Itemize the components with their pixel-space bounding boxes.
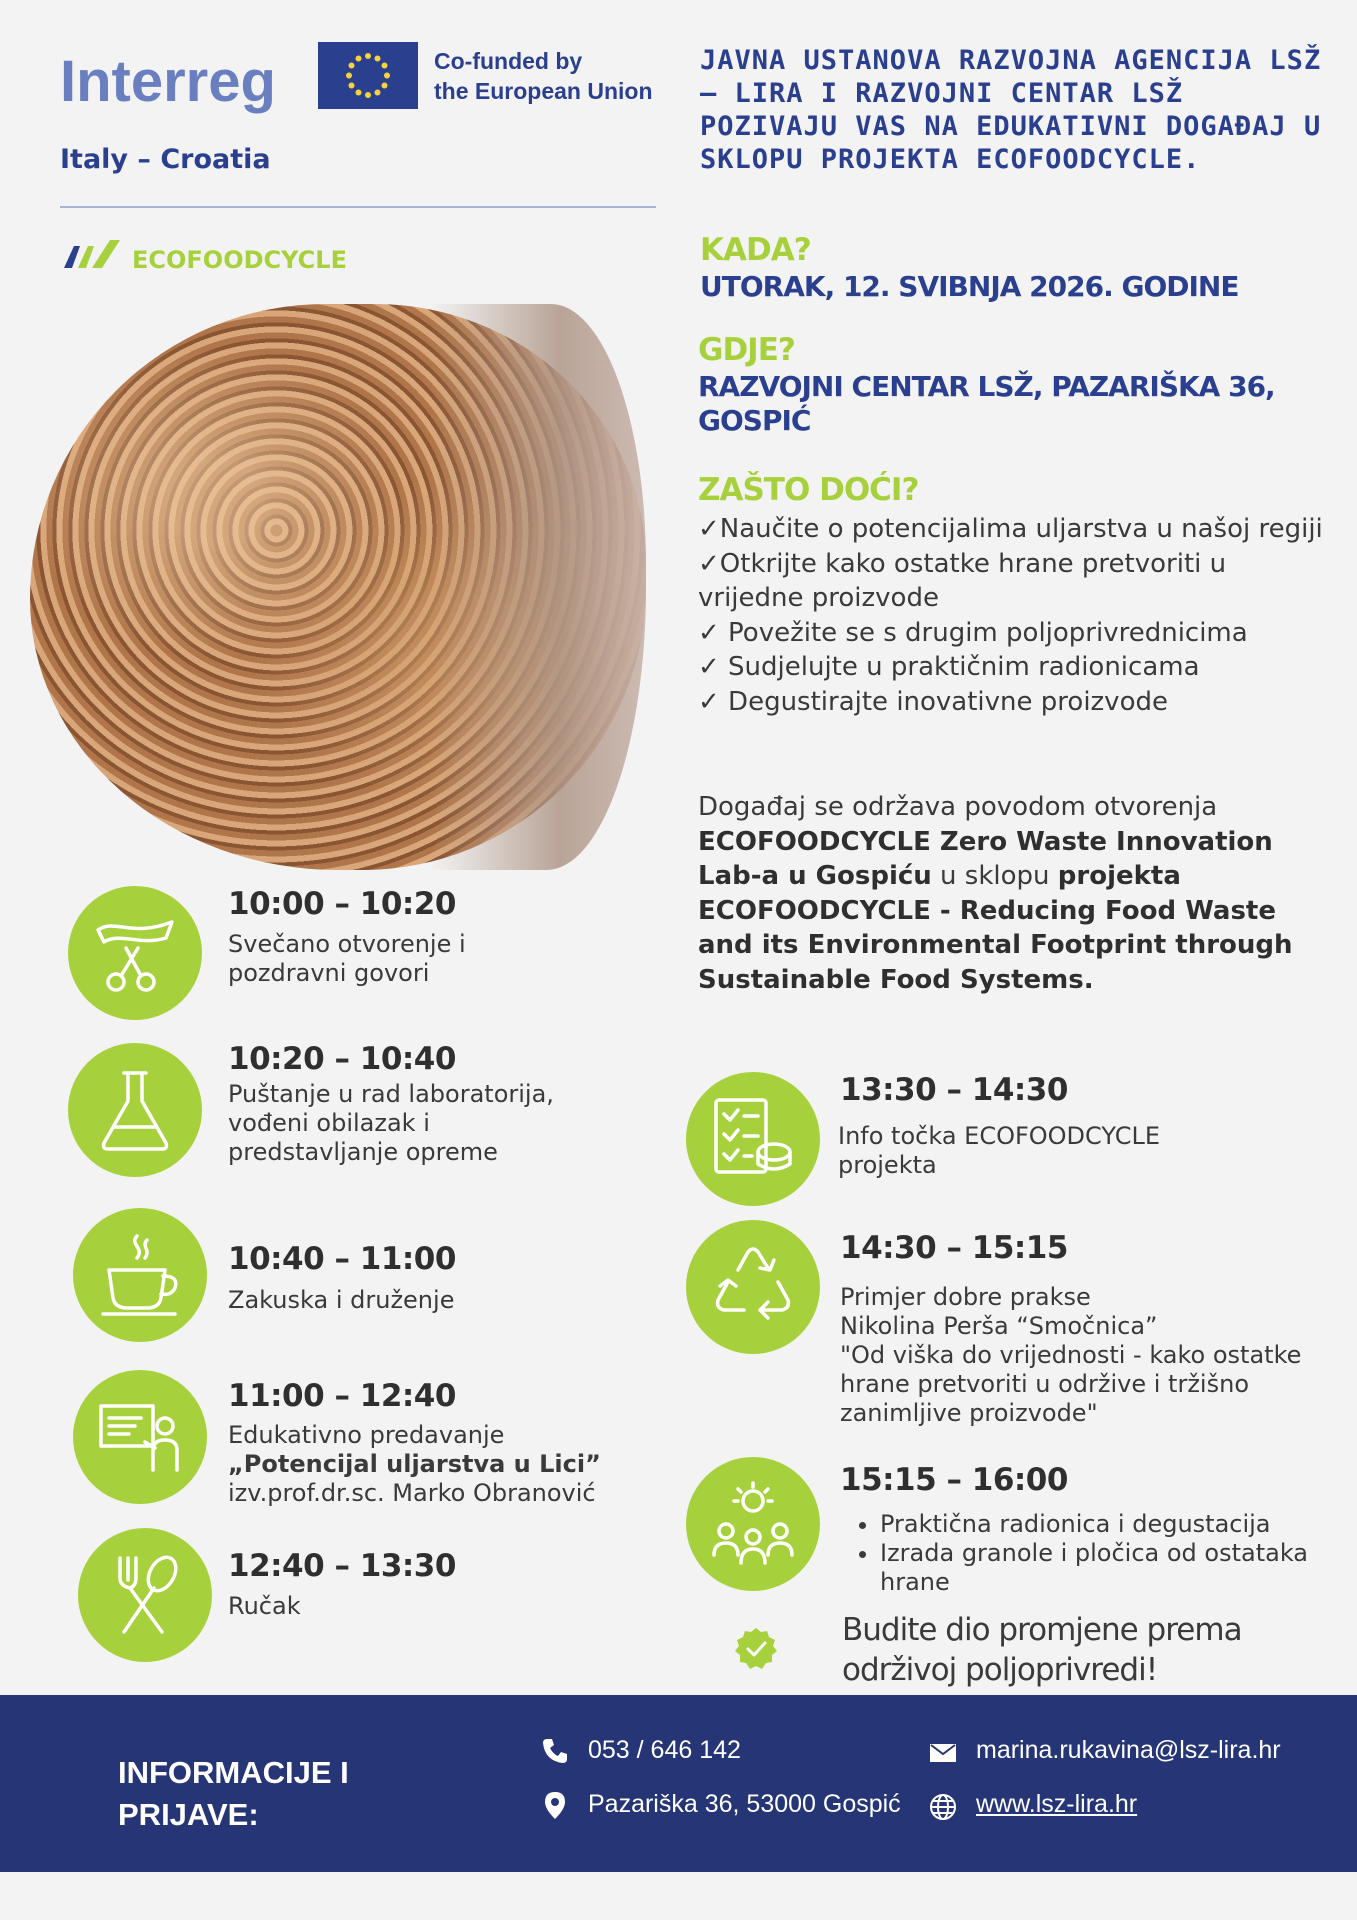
where-value: RAZVOJNI CENTAR LSŽ, PAZARIŠKA 36, GOSPIĆ [698, 370, 1275, 437]
lab-flask-icon [90, 1065, 180, 1155]
cofunded-label [434, 46, 653, 106]
lecture-type: Edukativno predavanje [228, 1421, 505, 1449]
schedule-time: 11:00 – 12:40 [228, 1378, 456, 1414]
footer-email[interactable]: marina.rukavina@lsz-lira.hr [976, 1736, 1281, 1764]
schedule-icon-circle [68, 886, 202, 1020]
eu-flag-icon [318, 42, 418, 109]
interreg-logo: Interreg [60, 49, 276, 114]
when-label: KADA? [700, 232, 811, 268]
schedule-desc: Svečano otvorenje i pozdravni govori [228, 930, 466, 987]
schedule-icon-circle [686, 1457, 820, 1591]
recycle-icon [708, 1242, 798, 1332]
schedule-time: 10:00 – 10:20 [228, 886, 456, 922]
schedule-icon-circle [78, 1528, 212, 1662]
reason-item: ✓ Degustirajte inovativne proizvode [698, 686, 1168, 717]
reasons-list [698, 512, 1338, 719]
about-project-name: projekta ECOFOODCYCLE - Reducing Food Waste and its Environmental Footprint through Sustainable Food Systems. [698, 861, 1293, 995]
about-text-2: u sklopu [931, 861, 1058, 891]
schedule-time: 10:20 – 10:40 [228, 1041, 456, 1077]
workshop-team-icon [708, 1479, 798, 1569]
talk-title: "Od viška do vrijednosti - kako ostatke hrane pretvoriti u održive i tržišno zanimljive proizvode" [840, 1341, 1302, 1427]
ribbon-cutting-icon [90, 908, 180, 998]
where-label: GDJE? [698, 332, 795, 368]
event-description [698, 790, 1338, 997]
schedule-desc [228, 1421, 628, 1508]
schedule-time: 12:40 – 13:30 [228, 1548, 456, 1584]
phone-icon [540, 1736, 570, 1766]
about-text-1: Događaj se održava povodom otvorenja [698, 792, 1218, 822]
closing-message: Budite dio promjene prema održivoj poljoprivredi! [842, 1612, 1242, 1688]
ecofoodcycle-logo-icon [62, 238, 124, 274]
region-label: Italy – Croatia [60, 144, 271, 175]
why-label: ZAŠTO DOĆI? [698, 472, 919, 508]
globe-icon [928, 1792, 958, 1822]
when-value: UTORAK, 12. SVIBNJA 2026. GODINE [700, 270, 1239, 303]
schedule-desc [842, 1510, 1312, 1597]
lecture-title: „Potencijal uljarstva u Lici” [228, 1450, 601, 1478]
schedule-time: 10:40 – 11:00 [228, 1241, 456, 1277]
cofunded-line2: the European Union [434, 78, 653, 104]
verified-check-icon [733, 1626, 779, 1672]
schedule-desc: Zakuska i druženje [228, 1286, 455, 1314]
reason-item: ✓Otkrijte kako ostatke hrane pretvoriti u vrijedne proizvode [698, 548, 1227, 613]
presenter-name: Nikolina Perša “Smočnica” [840, 1312, 1158, 1340]
good-practice-label: Primjer dobre prakse [840, 1283, 1091, 1311]
schedule-time: 14:30 – 15:15 [840, 1230, 1068, 1266]
schedule-icon-circle [73, 1208, 207, 1342]
schedule-desc: Ručak [228, 1592, 301, 1620]
invitation-text: JAVNA USTANOVA RAZVOJNA AGENCIJA LSŽ – LIRA I RAZVOJNI CENTAR LSŽ POZIVAJU VAS NA EDUKATIVNI DOGAĐAJ U SKLOPU PROJEKTA ECOFOODCYCLE. [700, 45, 1322, 175]
schedule-icon-circle [73, 1370, 207, 1504]
schedule-time: 13:30 – 14:30 [840, 1072, 1068, 1108]
workshop-item: • Izrada granole i pločica od ostataka hrane [880, 1539, 1312, 1597]
workshop-item: • Praktična radionica i degustacija [880, 1510, 1312, 1539]
schedule-time: 15:15 – 16:00 [840, 1462, 1068, 1498]
email-icon [928, 1738, 958, 1768]
header-divider [60, 206, 656, 208]
schedule-desc [840, 1283, 1330, 1428]
cofunded-line1: Co-funded by [434, 48, 583, 74]
lecturer-name: izv.prof.dr.sc. Marko Obranović [228, 1479, 596, 1507]
location-pin-icon [540, 1790, 570, 1820]
reason-item: ✓ Sudjelujte u praktičnim radionicama [698, 652, 1200, 682]
fork-spoon-icon [100, 1550, 190, 1640]
footer-title: INFORMACIJE I PRIJAVE: [118, 1755, 349, 1832]
footer-phone[interactable]: 053 / 646 142 [588, 1736, 741, 1764]
about-lab-name: ECOFOODCYCLE Zero Waste Innovation Lab-a u Gospiću [698, 826, 1273, 891]
schedule-desc: Info točka ECOFOODCYCLE projekta [838, 1122, 1161, 1179]
schedule-desc: Puštanje u rad laboratorija, vođeni obilazak i predstavljanje opreme [228, 1080, 554, 1166]
reason-item: ✓ Povežite se s drugim poljoprivrednicima [698, 617, 1248, 648]
coffee-cup-icon [95, 1230, 185, 1320]
presentation-icon [95, 1392, 185, 1482]
footer-website-link[interactable]: www.lsz-lira.hr [976, 1790, 1138, 1818]
photo-sack-edge [430, 304, 646, 870]
checklist-icon [708, 1094, 798, 1184]
schedule-icon-circle [68, 1043, 202, 1177]
schedule-icon-circle [686, 1072, 820, 1206]
project-name: ECOFOODCYCLE [132, 246, 347, 274]
schedule-icon-circle [686, 1220, 820, 1354]
reason-item: ✓Naučite o potencijalima uljarstva u našoj regiji [698, 514, 1323, 544]
footer-address: Pazariška 36, 53000 Gospić [588, 1790, 901, 1818]
